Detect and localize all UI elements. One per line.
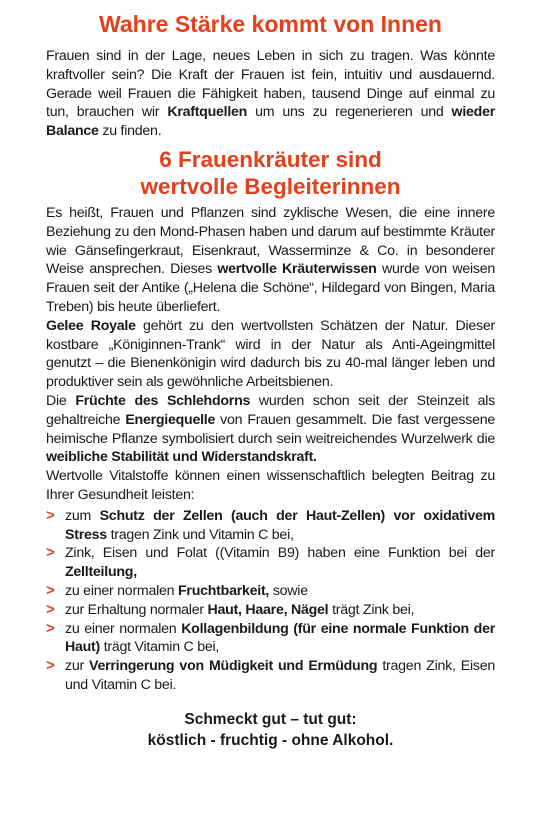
arrow-right-icon: > bbox=[46, 581, 55, 599]
benefit-item bbox=[46, 601, 495, 620]
benefit-bold: Schutz der Zellen (auch der Haut-Zellen) vor oxidativem Stress bbox=[65, 507, 495, 543]
slogan-line-2: köstlich - fruchtig - ohne Alkohol. bbox=[147, 731, 394, 749]
schlehe-text-1: Die bbox=[46, 392, 76, 409]
benefit-text: zur Erhaltung normaler bbox=[65, 601, 208, 618]
intro-text-3: zu finden. bbox=[98, 123, 162, 140]
intro-text-2: um uns zu regenerieren und bbox=[247, 104, 452, 121]
benefit-bold: Haut, Haare, Nägel bbox=[207, 601, 329, 618]
benefit-item bbox=[46, 582, 495, 601]
benefit-text: Zink, Eisen und Folat ((Vitamin B9) haben eine Funktion bei der bbox=[65, 545, 495, 562]
schlehe-bold-1: Früchte des Schlehdorns bbox=[75, 392, 251, 409]
schlehe-bold-2: Energiequelle bbox=[125, 411, 216, 428]
herbs-text-1: Es heißt, Frauen und Pflanzen sind zyklische Wesen, die eine innere Beziehung zu den Mond-Phasen haben und darum auf bestimmte Kräuter wie Gänsefingerkraut, Eisenkraut, Wasserminze & Co. in besonderer Weise ansprechen. Dieses bbox=[46, 204, 495, 278]
benefit-text: tragen Zink und Vitamin C bei, bbox=[106, 526, 294, 543]
benefit-text: zu einer normalen bbox=[65, 582, 179, 599]
benefit-item bbox=[46, 507, 495, 545]
intro-text-1: Frauen sind in der Lage, neues Leben in sich zu tragen. Was könnte kraftvoller sein? Die Kraft der Frauen ist fein, intuitiv und ausdauernd. Gerade weil Frauen die Fähigkeit haben, tausend Dinge auf einmal zu tun, brauchen wir bbox=[46, 48, 495, 121]
herbs-paragraph bbox=[46, 204, 495, 317]
benefit-bold: Verringerung von Müdigkeit und Ermüdung bbox=[89, 658, 378, 675]
benefit-item bbox=[46, 657, 495, 695]
arrow-right-icon: > bbox=[46, 600, 55, 618]
schlehe-text-2: wurden schon seit der Steinzeit als gehaltreiche bbox=[46, 392, 495, 428]
benefit-bold: Kollagenbildung (für eine normale Funktion der Haut) bbox=[65, 620, 495, 656]
benefit-item bbox=[46, 620, 495, 658]
heading-six-herbs bbox=[46, 146, 495, 200]
slogan-line-1: Schmeckt gut – tut gut: bbox=[184, 710, 357, 728]
arrow-right-icon: > bbox=[46, 619, 55, 637]
benefit-text: trägt Vitamin C bei, bbox=[100, 639, 220, 656]
benefit-text: sowie bbox=[269, 582, 308, 599]
benefit-bold: Fruchtbarkeit, bbox=[178, 582, 270, 599]
benefit-item bbox=[46, 544, 495, 582]
benefits-list bbox=[46, 507, 495, 695]
heading-six-herbs-line2: wertvolle Begleiterinnen bbox=[140, 173, 401, 199]
herbs-text-2: wurde von weisen Frauen seit der Antike („Helena die Schöne“, Hildegard von Bingen, Maria Treben) bis heute überliefert. bbox=[46, 261, 495, 315]
gelee-paragraph bbox=[46, 317, 495, 392]
herbs-bold-1: wertvolle Kräuterwissen bbox=[217, 261, 377, 278]
arrow-right-icon: > bbox=[46, 506, 55, 524]
schlehe-text-3: von Frauen gesammelt. Die fast vergessene heimische Pflanze symbolisiert durch sein weitreichendes Wurzelwerk die bbox=[46, 411, 495, 447]
arrow-right-icon: > bbox=[46, 544, 55, 562]
intro-paragraph bbox=[46, 47, 495, 141]
benefit-text: zum bbox=[65, 507, 100, 524]
heading-six-herbs-line1: 6 Frauenkräuter sind bbox=[159, 146, 382, 172]
benefit-text: trägt Zink bei, bbox=[328, 601, 415, 618]
intro-bold-2: wieder Balance bbox=[46, 104, 495, 140]
schlehe-paragraph bbox=[46, 392, 495, 467]
benefit-text: tragen Zink, Eisen und Vitamin C bei. bbox=[65, 658, 495, 693]
arrow-right-icon: > bbox=[46, 657, 55, 675]
benefit-text: zu einer normalen bbox=[65, 620, 182, 637]
slogan bbox=[46, 709, 495, 751]
benefit-bold: Zellteilung, bbox=[65, 564, 137, 581]
heading-inner-strength: Wahre Stärke kommt von Innen bbox=[99, 11, 442, 37]
schlehe-bold-3: weibliche Stabilität und Widerstandskraft. bbox=[46, 449, 317, 466]
vital-paragraph: Wertvolle Vitalstoffe können einen wissenschaftlich belegten Beitrag zu Ihrer Gesundheit leisten: bbox=[46, 468, 495, 503]
gelee-text-1: gehört zu den wertvollsten Schätzen der Natur. Dieser kostbare „Königinnen-Trank“ wird in der Natur als Anti-Ageingmittel genutzt – die Bienenkönigin wird dadurch bis zu 40-mal länger leben und produktiver sein als gewöhnliche Arbeitsbienen. bbox=[46, 317, 495, 391]
gelee-bold-1: Gelee Royale bbox=[46, 317, 136, 334]
benefit-text: zur bbox=[65, 658, 90, 675]
intro-bold-1: Kraftquellen bbox=[167, 104, 248, 121]
